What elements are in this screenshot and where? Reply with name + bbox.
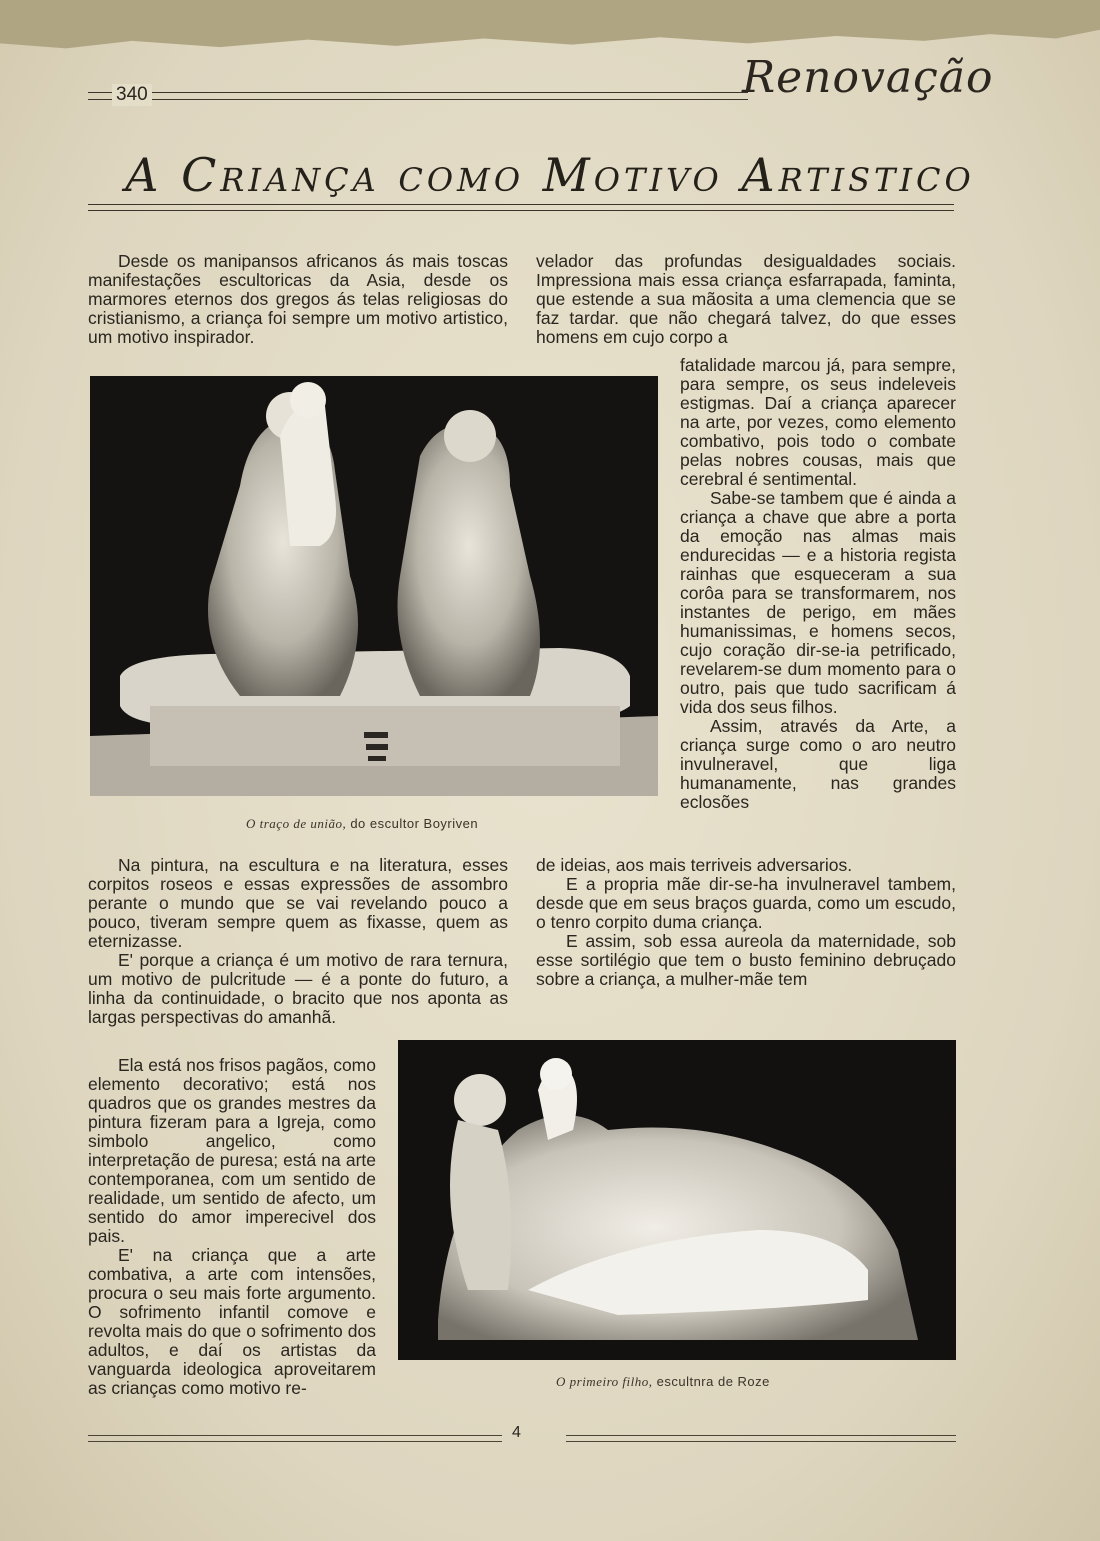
header-rule (88, 92, 748, 100)
paragraph: fatalidade marcou já, para sempre, para sempre, os seus indeleveis estigmas. Daí a criança aparecer na arte, por vezes, como elemento combativo, pois todo o combate pelas nobres cousas, mais que cerebral é sentimental. (680, 355, 956, 489)
paragraph: Desde os manipansos africanos ás mais toscas manifestações escultoricas da Asia, desde os marmores eternos dos gregos ás telas religiosas do cristianismo, a criança foi sempre um motivo artistico, um motivo inspirador. (88, 251, 508, 347)
figure-2-caption (556, 1374, 770, 1390)
paragraph: E a propria mãe dir-se-ha invulneravel tambem, desde que em seus braços guarda, como um escudo, o tenro corpito duma criança. (536, 874, 956, 932)
sculpture-photo-traco-de-uniao (90, 376, 658, 796)
footer-rule-left (88, 1435, 502, 1442)
paragraph: E' na criança que a arte combativa, a arte com intensões, procura o seu mais forte argumento. O sofrimento infantil comove e revolta mais do que o sofrimento dos adultos, e daí os artistas da vanguarda ideologica aproveitarem as crianças como motivo re- (88, 1245, 376, 1398)
column-2-narrow (680, 356, 956, 812)
paragraph: Sabe-se tambem que é ainda a criança a chave que abre a porta da emoção nas almas mais endurecidas — e a historia regista rainhas que esqueceram a sua corôa para se transformarem, nos instantes de perigo, em mães humanissimas, e homens secos, cujo coração dir-se-ia petrificado, revelarem-se dum momento para o outro, pais que tudo sacrificam á vida dos seus filhos. (680, 488, 956, 717)
figure-2-credit: escultnra de Roze (652, 1374, 770, 1389)
figure-1-title: O traço de união, (246, 816, 347, 831)
title-rule (88, 204, 954, 211)
footer-page-number: 4 (512, 1424, 521, 1441)
sculpture-illustration (398, 1040, 956, 1360)
figure-1-caption (246, 816, 478, 832)
sculpture-illustration (90, 376, 658, 796)
figure-1-credit: do escultor Boyriven (346, 816, 479, 831)
column-1-lower (88, 1056, 376, 1398)
paragraph: de ideias, aos mais terriveis adversarios. (536, 855, 853, 875)
footer-rule-right (566, 1435, 956, 1442)
paragraph: Ela está nos frisos pagãos, como elemento decorativo; está nos quadros que os grandes mestres da pintura fizeram para a Igreja, como simbolo angelico, como interpretação de puresa; está na arte contemporanea, com um sentido de realidade, um sentido de afecto, um sentido do amor imperecivel dos pais. (88, 1055, 376, 1246)
paragraph: Assim, através da Arte, a criança surge como o aro neutro invulneravel, que liga humanamente, nas grandes eclosões (680, 716, 956, 812)
figure-2-title: O primeiro filho, (556, 1374, 653, 1389)
sculpture-photo-primeiro-filho (398, 1040, 956, 1360)
column-1-intro (88, 252, 508, 347)
page-number: 340 (112, 84, 152, 106)
article-title: A Criança como Motivo Artistico (125, 148, 975, 202)
column-2-top (536, 252, 956, 347)
paragraph: E assim, sob essa aureola da maternidade, sob esse sortilégio que tem o busto feminino debruçado sobre a criança, a mulher-mãe tem (536, 931, 956, 989)
column-2-bottom (536, 856, 956, 989)
magazine-title: Renovação (742, 52, 994, 103)
paragraph: E' porque a criança é um motivo de rara ternura, um motivo de pulcritude — é a ponte do futuro, a linha da continuidade, o bracito que nos aponta as largas perspectivas do amanhã. (88, 950, 508, 1027)
column-1-middle (88, 856, 508, 1027)
paragraph: velador das profundas desigualdades sociais. Impressiona mais essa criança esfarrapada, faminta, que estende a sua mãosita a uma clemencia que se faz tardar. que não chegará talvez, do que esses homens em cujo corpo a (536, 251, 956, 347)
paragraph: Na pintura, na escultura e na literatura, esses corpitos roseos e essas expressões de assombro perante o mundo que se vai revelando pouco a pouco, tiveram sempre quem as fixasse, quem as eternizasse. (88, 855, 508, 951)
